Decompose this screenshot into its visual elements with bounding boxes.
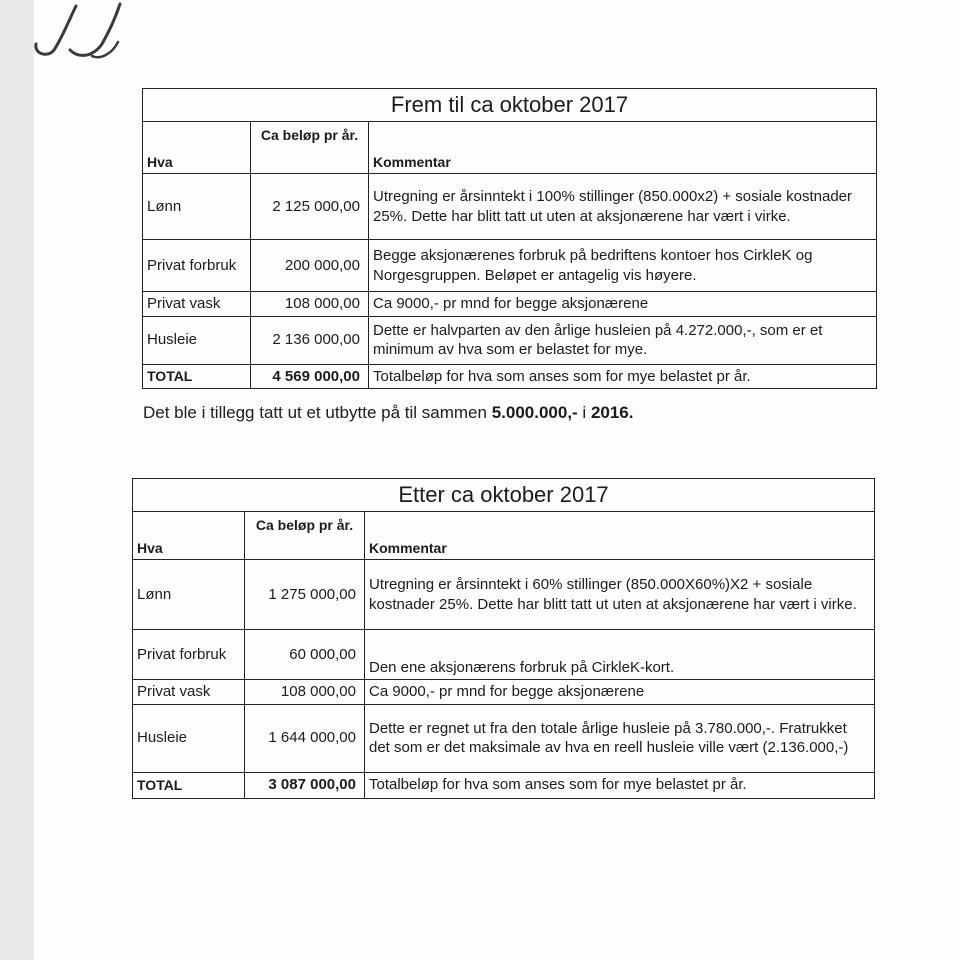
note-text-middle: i xyxy=(577,403,591,422)
row-item: Husleie xyxy=(133,704,245,772)
row-item: Privat forbruk xyxy=(133,630,245,680)
note-year: 2016. xyxy=(590,403,634,422)
row-amount: 108 000,00 xyxy=(251,292,369,317)
dividend-note xyxy=(143,403,633,423)
row-comment: Ca 9000,- pr mnd for begge aksjonærene xyxy=(369,292,877,317)
table-row xyxy=(133,630,875,680)
column-header-comment: Kommentar xyxy=(369,122,877,174)
row-amount: 2 125 000,00 xyxy=(251,174,369,240)
table-row xyxy=(143,240,877,292)
total-comment: Totalbeløp for hva som anses som for mye belastet pr år. xyxy=(365,772,875,798)
total-row xyxy=(143,364,877,389)
total-row xyxy=(133,772,875,798)
row-comment: Utregning er årsinntekt i 100% stillinger (850.000x2) + sosiale kostnader 25%. Dette har blitt tatt ut uten at aksjonærene har vært i virke. xyxy=(369,174,877,240)
column-header-what: Hva xyxy=(143,122,251,174)
table-title: Etter ca oktober 2017 xyxy=(133,479,875,512)
row-item: Husleie xyxy=(143,316,251,364)
table-row xyxy=(143,316,877,364)
total-amount: 4 569 000,00 xyxy=(251,364,369,389)
table-title: Frem til ca oktober 2017 xyxy=(143,89,877,122)
row-item: Privat vask xyxy=(143,292,251,317)
column-header-comment: Kommentar xyxy=(365,512,875,560)
total-amount: 3 087 000,00 xyxy=(245,772,365,798)
note-amount: 5.000.000,- xyxy=(491,403,578,422)
row-comment: Utregning er årsinntekt i 60% stillinger (850.000X60%)X2 + sosiale kostnader 25%. Dette har blitt tatt ut uten at aksjonærene har vært i virke. xyxy=(365,560,875,630)
table-row xyxy=(133,680,875,705)
row-amount: 1 644 000,00 xyxy=(245,704,365,772)
row-item: Lønn xyxy=(133,560,245,630)
total-label: TOTAL xyxy=(143,364,251,389)
row-item: Privat forbruk xyxy=(143,240,251,292)
row-comment: Den ene aksjonærens forbruk på CirkleK-kort. xyxy=(365,630,875,680)
row-item: Lønn xyxy=(143,174,251,240)
table-row xyxy=(143,174,877,240)
row-amount: 108 000,00 xyxy=(245,680,365,705)
table-row xyxy=(133,560,875,630)
expense-table-before-oct-2017 xyxy=(142,88,877,389)
table-row xyxy=(143,292,877,317)
row-comment: Dette er halvparten av den årlige husleien på 4.272.000,-, som er et minimum av hva som er belastet for mye. xyxy=(369,316,877,364)
expense-table-after-oct-2017 xyxy=(132,478,875,799)
row-amount: 60 000,00 xyxy=(245,630,365,680)
row-amount: 1 275 000,00 xyxy=(245,560,365,630)
column-header-amount: Ca beløp pr år. xyxy=(245,512,365,560)
note-text: Det ble i tillegg tatt ut et utbytte på til sammen xyxy=(143,403,492,422)
row-amount: 2 136 000,00 xyxy=(251,316,369,364)
table-row xyxy=(133,704,875,772)
row-comment: Begge aksjonærenes forbruk på bedriftens kontoer hos CirkleK og Norgesgruppen. Beløpet er antagelig vis høyere. xyxy=(369,240,877,292)
row-comment: Ca 9000,- pr mnd for begge aksjonærene xyxy=(365,680,875,705)
row-comment: Dette er regnet ut fra den totale årlige husleie på 3.780.000,-. Fratrukket det som er det maksimale av hva en reell husleie ville vært (2.136.000,-) xyxy=(365,704,875,772)
total-comment: Totalbeløp for hva som anses som for mye belastet pr år. xyxy=(369,364,877,389)
column-header-amount: Ca beløp pr år. xyxy=(251,122,369,174)
handwriting-scribble xyxy=(30,0,130,60)
total-label: TOTAL xyxy=(133,772,245,798)
scan-left-margin xyxy=(0,0,34,960)
row-item: Privat vask xyxy=(133,680,245,705)
row-amount: 200 000,00 xyxy=(251,240,369,292)
column-header-what: Hva xyxy=(133,512,245,560)
